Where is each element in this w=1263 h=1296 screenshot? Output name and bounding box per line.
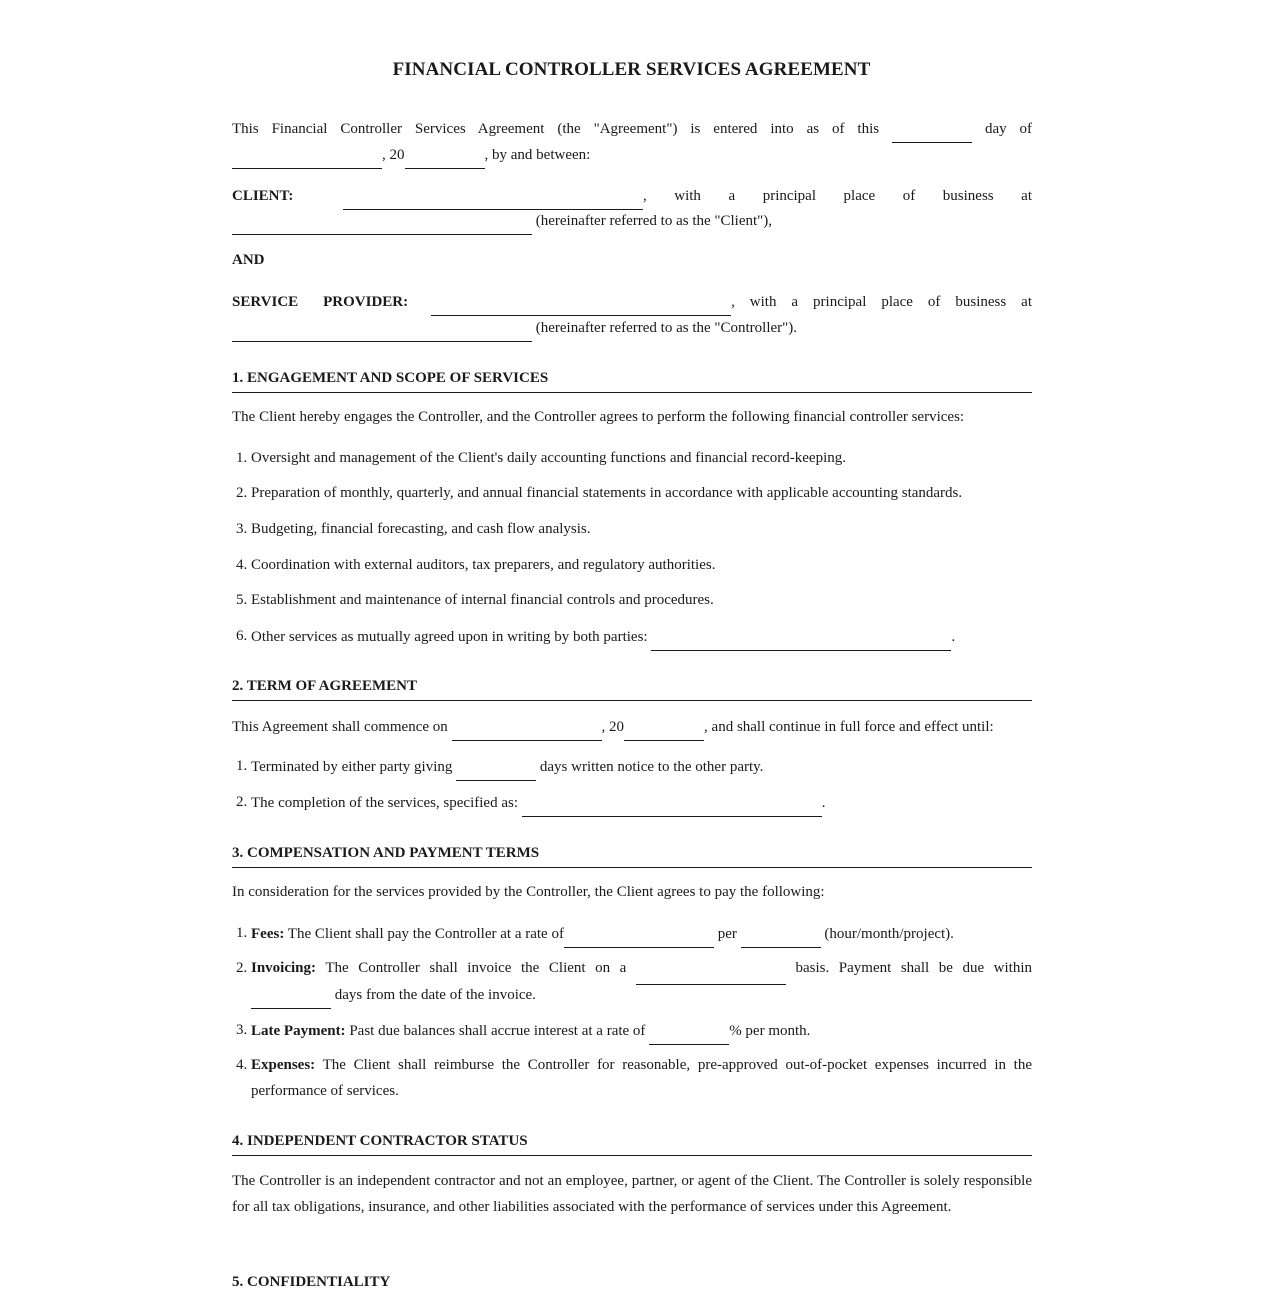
expenses-label: Expenses: — [251, 1057, 316, 1073]
s2-continue-text: , and shall continue in full force and effect until: — [704, 719, 994, 735]
notice-days-blank[interactable] — [456, 760, 536, 781]
provider-line-2 — [232, 317, 797, 338]
s3-late-payment — [251, 1020, 810, 1041]
invoice-frequency-blank[interactable] — [636, 964, 786, 985]
year-prefix: , 20 — [382, 147, 405, 163]
invoicing-text-a: The Controller shall invoice the Client on a — [325, 960, 627, 976]
fee-unit-blank[interactable] — [741, 927, 821, 948]
section-2-heading: 2. TERM OF AGREEMENT — [232, 676, 1032, 701]
provider-name-blank[interactable] — [431, 295, 731, 316]
client-hereinafter: (hereinafter referred to as the "Client"), — [535, 213, 773, 229]
fees-text: The Client shall pay the Controller at a rate of — [287, 926, 564, 942]
provider-line-1 — [232, 291, 1032, 312]
section-1-heading: 1. ENGAGEMENT AND SCOPE OF SERVICES — [232, 368, 1032, 393]
invoicing-text-b: basis. Payment shall be due within — [795, 960, 1032, 976]
s2-commence-text: This Agreement shall commence on — [232, 719, 448, 735]
s1-item-4-num: 4. — [236, 557, 248, 573]
commence-year-blank[interactable] — [624, 720, 704, 741]
s1-item-2-num: 2. — [236, 485, 248, 501]
document-title: FINANCIAL CONTROLLER SERVICES AGREEMENT — [392, 59, 871, 80]
intro-text: This Financial Controller Services Agreement (the "Agreement") is entered into as of this — [232, 121, 880, 137]
day-of-text: day of — [984, 121, 1033, 137]
fees-per: per — [717, 926, 737, 942]
s1-item-4-text: Coordination with external auditors, tax preparers, and regulatory authorities. — [251, 557, 716, 573]
fees-unit-text: (hour/month/project). — [824, 926, 954, 942]
s3-expenses — [251, 1052, 1032, 1104]
year-blank[interactable] — [405, 148, 485, 169]
other-services-blank[interactable] — [651, 630, 951, 651]
section-3-heading: 3. COMPENSATION AND PAYMENT TERMS — [232, 843, 1032, 868]
fee-rate-blank[interactable] — [564, 927, 714, 948]
s1-item-3-text: Budgeting, financial forecasting, and cash flow analysis. — [251, 521, 591, 537]
s3-item-4-num: 4. — [236, 1057, 248, 1073]
s2-item-1 — [251, 756, 763, 777]
late-payment-suffix: % per month. — [729, 1023, 811, 1039]
s2-item-1-text-a: Terminated by either party giving — [251, 759, 453, 775]
s1-item-1-num: 1. — [236, 450, 248, 466]
client-line-2 — [232, 210, 772, 231]
s3-fees — [251, 923, 954, 944]
s1-item-6-text: Other services as mutually agreed upon in writing by both parties: — [251, 629, 648, 645]
interest-rate-blank[interactable] — [649, 1024, 729, 1045]
s2-commence-line — [232, 716, 994, 737]
s2-item-2-end: . — [821, 795, 826, 811]
completion-blank[interactable] — [522, 796, 822, 817]
s2-item-2-text: The completion of the services, specified as: — [251, 795, 518, 811]
late-payment-label: Late Payment: — [251, 1023, 346, 1039]
s3-item-2-num: 2. — [236, 960, 248, 976]
s1-item-6-end: . — [951, 629, 956, 645]
intro-line-2 — [232, 144, 590, 165]
s1-item-3-num: 3. — [236, 521, 248, 537]
s2-item-1-text-b: days written notice to the other party. — [539, 759, 764, 775]
provider-with-text: , with a principal place of business at — [731, 294, 1033, 310]
section-4-text: The Controller is an independent contractor and not an employee, partner, or agent of the Client. The Controller is solely responsible for all tax obligations, insurance, and other liabilities associated with the performance of services under this Agreement. — [232, 1173, 1032, 1215]
invoicing-label: Invoicing: — [251, 960, 317, 976]
s1-item-2-text: Preparation of monthly, quarterly, and annual financial statements in accordance with applicable accounting standards. — [251, 485, 963, 501]
s3-invoicing-line-2 — [251, 984, 536, 1005]
s1-item-1-text: Oversight and management of the Client's daily accounting functions and financial record-keeping. — [251, 450, 847, 466]
provider-hereinafter: (hereinafter referred to as the "Controller"). — [535, 320, 798, 336]
s2-item-1-num: 1. — [236, 758, 248, 774]
s3-item-1-num: 1. — [236, 925, 248, 941]
invoicing-text-c: days from the date of the invoice. — [334, 987, 536, 1003]
late-payment-text: Past due balances shall accrue interest at a rate of — [349, 1023, 646, 1039]
by-between-text: , by and between: — [484, 147, 591, 163]
client-with-text: , with a principal place of business at — [642, 188, 1033, 204]
commence-date-blank[interactable] — [452, 720, 602, 741]
provider-address-blank[interactable] — [232, 321, 532, 342]
payment-days-blank[interactable] — [251, 988, 331, 1009]
s3-item-3-num: 3. — [236, 1022, 248, 1038]
s2-item-2 — [251, 792, 826, 813]
s2-item-2-num: 2. — [236, 794, 248, 810]
intro-line-1 — [232, 118, 1032, 139]
month-blank[interactable] — [232, 148, 382, 169]
section-5-heading: 5. CONFIDENTIALITY — [232, 1274, 391, 1290]
provider-label: SERVICE PROVIDER: — [232, 294, 409, 310]
s1-item-5-text: Establishment and maintenance of internal financial controls and procedures. — [251, 592, 714, 608]
s1-item-5-num: 5. — [236, 592, 248, 608]
day-blank[interactable] — [892, 122, 972, 143]
section-1-intro: The Client hereby engages the Controller, and the Controller agrees to perform the following financial controller services: — [232, 409, 965, 425]
client-name-blank[interactable] — [343, 189, 643, 210]
expenses-text: The Client shall reimburse the Controller for reasonable, pre-approved out-of-pocket expenses incurred in the performance of services. — [251, 1057, 1033, 1099]
section-4-heading: 4. INDEPENDENT CONTRACTOR STATUS — [232, 1131, 1032, 1156]
client-address-blank[interactable] — [232, 214, 532, 235]
fees-label: Fees: — [251, 926, 285, 942]
and-label: AND — [232, 252, 265, 268]
s3-invoicing-line-1 — [251, 955, 1032, 981]
client-line-1 — [232, 185, 1032, 206]
section-3-intro: In consideration for the services provided by the Controller, the Client agrees to pay the following: — [232, 884, 825, 900]
client-label: CLIENT: — [232, 188, 294, 204]
s1-item-6 — [251, 626, 955, 647]
s1-item-6-num: 6. — [236, 628, 248, 644]
s2-year-prefix: , 20 — [601, 719, 625, 735]
